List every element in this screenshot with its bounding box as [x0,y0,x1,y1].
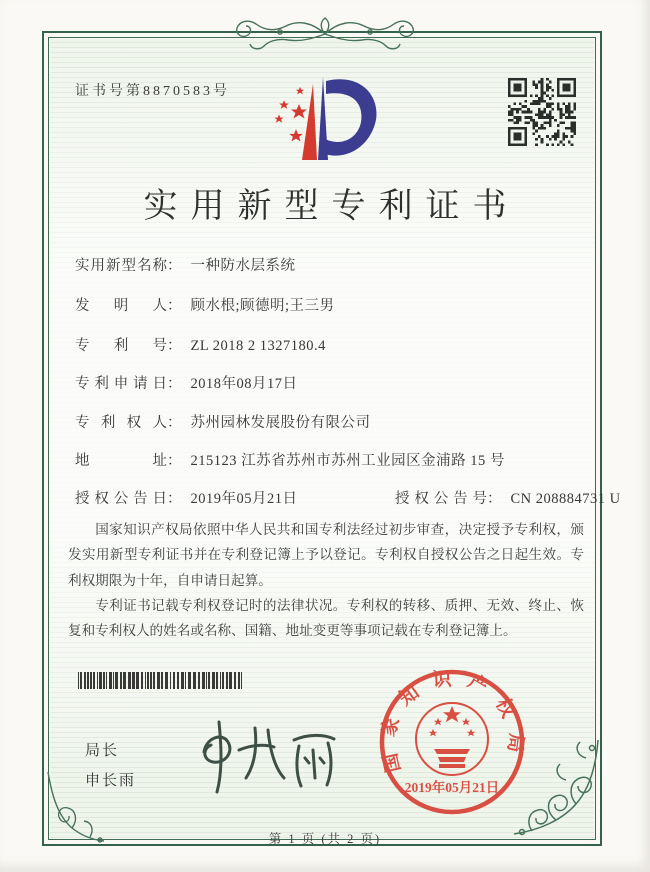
certificate-number: 证书号第8870583号 [75,84,230,99]
qr-code-icon [508,78,576,146]
barcode-icon [78,672,244,689]
cnipa-seal-icon [377,667,527,817]
field-utility-model-name: 实用新型名称： 一种防水层系统 [75,254,296,275]
certificate-title: 实用新型专利证书 [143,188,520,225]
field-application-date: 专利申请日： 2018年08月17日 [75,372,298,393]
field-label: 专利号 [75,338,167,354]
seal-agency-text: 国家知识产权局 [377,668,527,775]
field-label: 地址 [75,453,167,469]
field-patentee: 专利权人： 苏州园林发展股份有限公司 [75,411,371,432]
field-label: 实用新型名称 [75,258,167,274]
field-label: 授权公告号 [395,491,487,507]
field-value: 顾水根;顾德明;王三男 [190,298,335,314]
director-name: 申长雨 [85,773,137,789]
field-address: 地址： 215123 江苏省苏州市苏州工业园区金浦路 15 号 [75,449,505,470]
field-patent-number: 专利号： ZL 2018 2 1327180.4 [75,334,326,355]
legal-text [68,517,584,643]
field-value: 2019年05月21日 [190,491,298,507]
field-label: 发明人 [75,298,167,314]
legal-paragraph-1: 国家知识产权局依照中华人民共和国专利法经过初步审查，决定授予专利权，颁发实用新型专利证书并在专利登记簿上予以登记。专利权自授权公告之日起生效。专利权期限为十年，自申请日起算。 [68,522,584,588]
field-grant-number: 授权公告号： CN 208884731 U [395,487,621,508]
field-label: 授权公告日 [75,491,167,507]
field-label: 专利权人 [75,415,167,431]
field-value: ZL 2018 2 1327180.4 [190,338,326,354]
field-grant-date: 授权公告日： 2019年05月21日 [75,491,298,507]
field-value: 苏州园林发展股份有限公司 [190,415,371,431]
director-title: 局长 [85,743,120,759]
field-value: 215123 江苏省苏州市苏州工业园区金浦路 15 号 [190,453,505,469]
seal-date: 2019年05月21日 [404,780,500,795]
field-value: 2018年08月17日 [190,376,298,392]
director-signature-script [178,712,343,804]
cnipa-logo-icon [260,72,386,164]
field-label: 专利申请日 [75,376,167,392]
top-ornament-flourish [222,12,428,52]
corner-ornament-bottom-right [506,736,601,844]
field-grant-row [75,487,621,508]
field-value: CN 208884731 U [510,491,621,507]
legal-paragraph-2: 专利证书记载专利权登记时的法律状况。专利权的转移、质押、无效、终止、恢复和专利权人的姓名或名称、国籍、地址变更等事项记载在专利登记簿上。 [68,597,584,639]
field-value: 一种防水层系统 [190,258,296,274]
field-inventors: 发明人： 顾水根;顾德明;王三男 [75,294,335,315]
page-number: 第 1 页 (共 2 页) [268,832,382,846]
